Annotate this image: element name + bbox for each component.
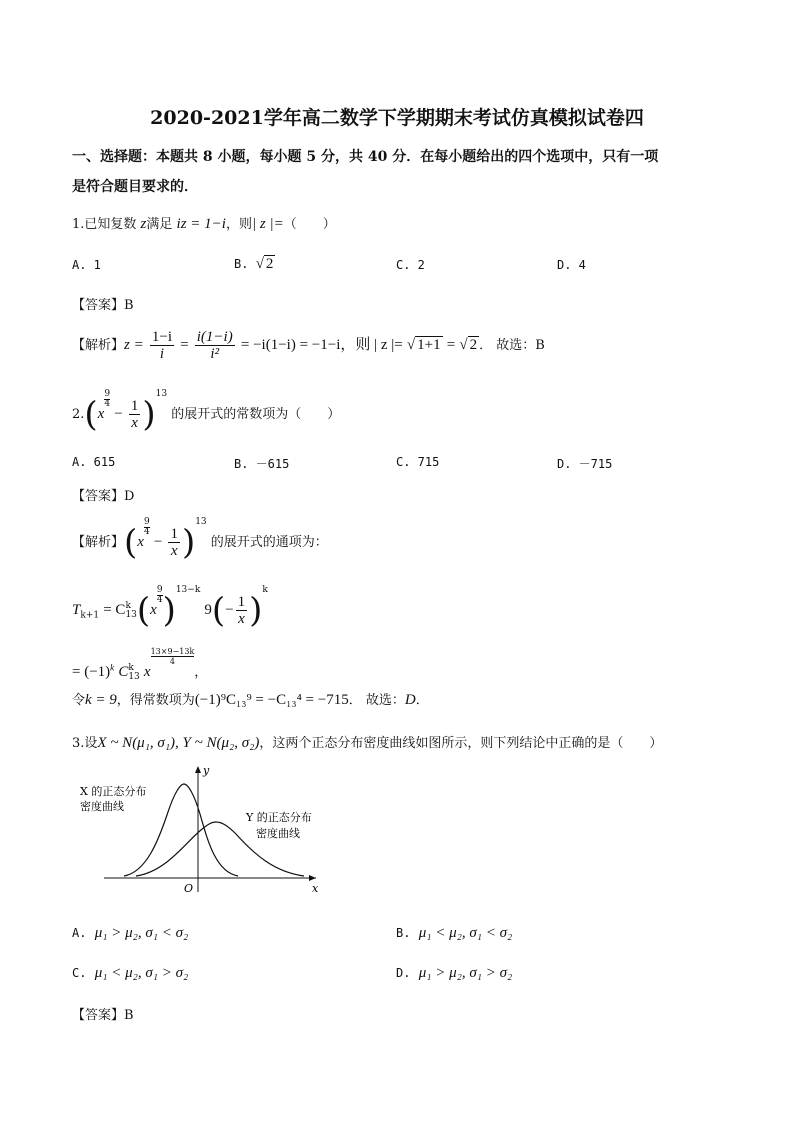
q3-label-x-line2: 密度曲线 — [80, 800, 124, 813]
q2-solution-label: 【解析】 — [72, 535, 125, 550]
q3-option-c-label: C. — [72, 966, 87, 980]
q3-axis-x-label: x — [312, 882, 319, 895]
q2-step2-csup: k — [128, 662, 134, 673]
q2-term-formula: $T_{k+1} = C$ k 13 (x $^{\frac{9}{4}}$ )$^{13-k}$ 9(− $\frac{1}{x}$ )$^k$ — [72, 585, 268, 631]
q2-tk-c-sub: 13 — [125, 609, 137, 620]
q2-frac — [129, 398, 141, 431]
q2-sol-minus: − — [153, 534, 163, 550]
q3-option-c-value: μ₁ < μ₂, σ₁ > σ₂ — [94, 965, 189, 981]
q2-minus: − — [114, 406, 123, 422]
q1-stem-abs: | z |= — [251, 216, 284, 232]
q2-sol-frac-den: x — [170, 543, 178, 559]
q1-solution-rest: = −i(1−i) = −1−i，则 | z |= — [240, 337, 403, 353]
q1-solution: 【解析】z = $\frac{1-i}{i}$ = $\frac{i(1-i)}{\text{i²}}$ = −i(1−i) = −1−i，则 | z |= √ 1+1 = √ 2 ． 故选：B — [72, 329, 545, 362]
q3-x-axis-arrow — [309, 875, 316, 881]
q2-step2-tail: ， — [194, 665, 208, 680]
q1-option-b: B. √ 2 — [234, 256, 274, 272]
q2-tk-minus: − — [225, 602, 234, 618]
q1-stem — [72, 213, 336, 233]
q1-option-b-label: B. — [234, 257, 249, 271]
q1-frac1-den: i — [159, 346, 165, 362]
q2-final — [72, 689, 429, 709]
q2-tk-frac-num: 1 — [237, 594, 246, 610]
q2-sol-exp-den: 4 — [143, 527, 150, 537]
q2-step2-exp-num: 13×9−13k — [150, 647, 195, 656]
q2-step2-exp-den: 4 — [169, 657, 175, 666]
q3-stem — [72, 732, 662, 752]
q1-solution-frac2 — [195, 329, 235, 362]
q2-tk-pow: 13−k — [175, 585, 201, 595]
q1-solution-eq2: = — [446, 337, 456, 353]
q1-solution-choice: ． 故选：B — [479, 338, 545, 353]
q2-tk-mid: 9 — [204, 602, 212, 618]
q3-option-d-label: D. — [396, 966, 411, 980]
q2-tk-exp-den: 4 — [156, 595, 163, 605]
q3-option-b — [396, 925, 512, 942]
q1-stem-eq: iz = 1−i — [176, 216, 226, 232]
q2-solution-line1: 【解析】(x $^{\frac{9}{4}}$ − $\frac{1}{x}$ )$^{13}$ 的展开式的通项为： — [72, 517, 328, 563]
q3-option-d-value: μ₁ > μ₂, σ₁ > σ₂ — [418, 965, 513, 981]
q1-option-d: D. 4 — [557, 258, 586, 272]
q2-tk-base: x — [150, 602, 157, 618]
q2-final-end: ． — [415, 693, 429, 708]
q3-label-y-line1: Y 的正态分布 — [246, 811, 312, 824]
q2-option-d: D. －715 — [557, 457, 613, 471]
q2-sol-exp-num: 9 — [143, 517, 150, 527]
q3-stem-prefix: 3.设 — [72, 736, 98, 751]
q3-option-b-value: μ₁ < μ₂, σ₁ < σ₂ — [418, 925, 513, 941]
q3-axis-y-label: y — [203, 764, 210, 777]
q2-sol-frac-num: 1 — [170, 526, 178, 542]
q3-answer: 【答案】B — [72, 1008, 134, 1023]
q2-tk-eq: = C — [103, 602, 126, 618]
q2-tk-c-sup: k — [125, 600, 131, 611]
q1-solution-sqrt2: 2 — [469, 337, 478, 353]
q2-tk-exp-num: 9 — [156, 585, 163, 595]
page-title: 2020-2021学年高二数学下学期期末考试仿真模拟试卷四 — [150, 107, 644, 129]
q2-frac-den: x — [131, 415, 138, 431]
q1-solution-sqrt1: 1+1 — [417, 337, 441, 353]
q2-final-k: k = 9 — [85, 692, 117, 708]
section-heading-line1: 一、选择题：本题共 8 小题，每小题 5 分，共 40 分．在每小题给出的四个选项中，只有一项 — [72, 149, 659, 165]
q2-tk-frac — [236, 594, 248, 627]
q3-origin-label: O — [184, 882, 194, 895]
q1-solution-frac1 — [150, 329, 174, 362]
q2-solution-tail: 的展开式的通项为： — [210, 535, 328, 550]
q2-step2-csub: 13 — [128, 671, 140, 682]
q1-stem-tail: ，则 — [225, 217, 252, 232]
q2-sol-power: 13 — [195, 517, 207, 527]
q2-option-c: C. 715 — [396, 455, 440, 469]
q2-stem: 2.(x $^{\frac{9}{4}}$ − $\frac{1}{x}$ )$^{13}$ 的展开式的常数项为（ ） — [72, 389, 341, 435]
q1-option-c: C. 2 — [396, 258, 425, 272]
q2-final-prefix: 令 — [72, 693, 86, 708]
q1-frac2-den: i² — [210, 346, 220, 362]
q1-frac2-num: i(1−i) — [196, 329, 233, 345]
q2-step2 — [72, 647, 207, 682]
q2-tk-pow2: k — [262, 585, 268, 595]
q1-frac1-num: 1−i — [151, 329, 173, 345]
q2-sol-base: x — [137, 534, 144, 550]
q2-base: x — [97, 406, 105, 422]
q1-option-b-value: 2 — [265, 256, 274, 272]
q2-exp-den: 4 — [104, 399, 111, 409]
q3-option-a — [72, 925, 188, 942]
q3-option-a-value: μ₁ > μ₂, σ₁ < σ₂ — [94, 925, 189, 941]
q2-answer: 【答案】D — [72, 489, 135, 504]
q3-option-d — [396, 965, 512, 982]
q2-option-b: B. －615 — [234, 457, 290, 471]
q2-frac-num: 1 — [130, 398, 139, 414]
q2-option-a: A. 615 — [72, 455, 116, 469]
q3-option-b-label: B. — [396, 926, 411, 940]
q2-final-mid: ，得常数项为 — [116, 693, 195, 708]
q3-option-a-label: A. — [72, 926, 87, 940]
q3-stem-tail: ，这两个正态分布密度曲线如图所示，则下列结论中正确的是（ ） — [259, 736, 663, 751]
q2-tk-sub: k+1 — [80, 610, 100, 621]
q3-y-axis-arrow — [195, 766, 201, 773]
q2-exp-num: 9 — [104, 389, 111, 399]
q2-final-tail: ． 故选： — [348, 693, 405, 708]
q2-step2-prefix: = (−1) — [72, 664, 111, 680]
q3-option-c — [72, 965, 188, 982]
q3-stem-math: X ~ N(μ₁, σ₁), Y ~ N(μ₂, σ₂) — [97, 735, 260, 751]
q1-stem-paren: （ ） — [283, 217, 336, 232]
q1-stem-mid: 满足 — [146, 217, 173, 232]
q2-number: 2. — [72, 407, 85, 422]
q1-answer: 【答案】B — [72, 298, 134, 313]
q2-tk-lhs: T — [72, 602, 81, 618]
q3-label-y-line2: 密度曲线 — [256, 827, 300, 840]
q3-normal-curves-graph — [76, 762, 336, 900]
q2-power: 13 — [155, 389, 168, 399]
q1-solution-label: 【解析】 — [72, 338, 125, 353]
section-heading-line2: 是符合题目要求的． — [72, 179, 198, 195]
q1-option-a: A. 1 — [72, 258, 101, 272]
q2-step2-c: C — [118, 664, 129, 680]
q2-tk-frac-den: x — [238, 611, 245, 627]
q2-step2-k: k — [110, 662, 115, 673]
q2-step2-x: x — [143, 664, 151, 680]
q2-final-expr: (−1)⁹C₁₃⁹ = −C₁₃⁴ = −715 — [194, 692, 349, 708]
q1-solution-z: z = — [124, 337, 144, 353]
q1-stem-z: z — [140, 216, 147, 232]
q1-stem-prefix: 1.已知复数 — [72, 217, 137, 232]
q3-label-x-line1: X 的正态分布 — [80, 785, 147, 798]
q2-final-choice: D — [404, 692, 416, 708]
q2-sol-frac — [168, 526, 180, 559]
q2-stem-tail: 的展开式的常数项为（ ） — [171, 407, 341, 422]
